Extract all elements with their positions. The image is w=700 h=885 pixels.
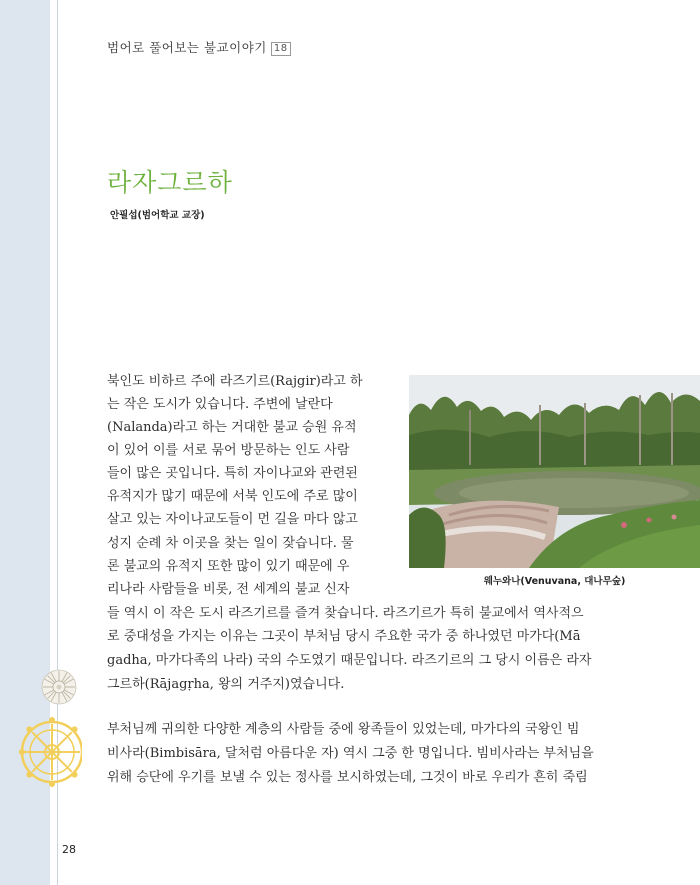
- body-line: 로 중대성을 가지는 이유는 그곳이 부처님 당시 주요한 국가 중 하나였던 마가다(Mā: [107, 629, 581, 644]
- body-line: 론 불교의 유적지 또한 많이 있기 때문에 우: [107, 559, 350, 574]
- body-line: 들 역시 이 작은 도시 라즈기르를 즐겨 찾습니다. 라즈기르가 특히 불교에서 역사적으: [107, 606, 584, 621]
- body-line: 위해 승단에 우기를 보낼 수 있는 정사를 보시하였는데, 그것이 바로 우리가 흔히 죽림: [107, 770, 588, 785]
- body-line: gadha, 마가다족의 나라) 국의 수도였기 때문입니다. 라즈기르의 그 당시 이름은 라자: [107, 653, 592, 668]
- running-head-text: 범어로 풀어보는 불교이야기: [107, 40, 267, 55]
- body-line: 리나라 사람들을 비롯, 전 세계의 불교 신자: [107, 582, 350, 597]
- body-line: 성지 순례 차 이곳을 찾는 일이 잦습니다. 물: [107, 536, 354, 551]
- body-line: 들이 많은 곳입니다. 특히 자이나교와 관련된: [107, 466, 358, 481]
- dharma-wheel-icon: [18, 714, 82, 790]
- body-line: 는 작은 도시가 있습니다. 주변에 날란다: [107, 397, 333, 412]
- body-line: (Nalanda)라고 하는 거대한 불교 승원 유적: [107, 420, 357, 435]
- body-line: 비사라(Bimbisāra, 달처럼 아름다운 자) 역시 그중 한 명입니다. 빔비사라는 부처님을: [107, 746, 594, 761]
- article-author: 안필섭(범어학교 교장): [110, 210, 205, 221]
- lotus-ornament-icon: [40, 668, 78, 706]
- body-line: 그르하(Rājagṛha, 왕의 거주지)였습니다.: [107, 677, 345, 692]
- venuvana-photo: [409, 375, 700, 568]
- body-line: 북인도 비하르 주에 라즈기르(Rajgir)라고 하: [107, 374, 363, 389]
- series-number: 18: [271, 42, 291, 56]
- article-title: 라자그르하: [107, 168, 233, 197]
- body-line: 부처님께 귀의한 다양한 계층의 사람들 중에 왕족들이 있었는데, 마가다의 국왕인 빔: [107, 722, 580, 737]
- page-number: 28: [62, 843, 76, 856]
- body-line: 유적지가 많기 때문에 서북 인도에 주로 많이: [107, 489, 358, 504]
- body-line: 이 있어 이를 서로 묶어 방문하는 인도 사람: [107, 443, 350, 458]
- photo-caption: 웨누와나(Venuvana, 대나무숲): [483, 576, 626, 587]
- running-head: [107, 38, 291, 56]
- body-line: 살고 있는 자이나교도들이 먼 길을 마다 않고: [107, 512, 358, 527]
